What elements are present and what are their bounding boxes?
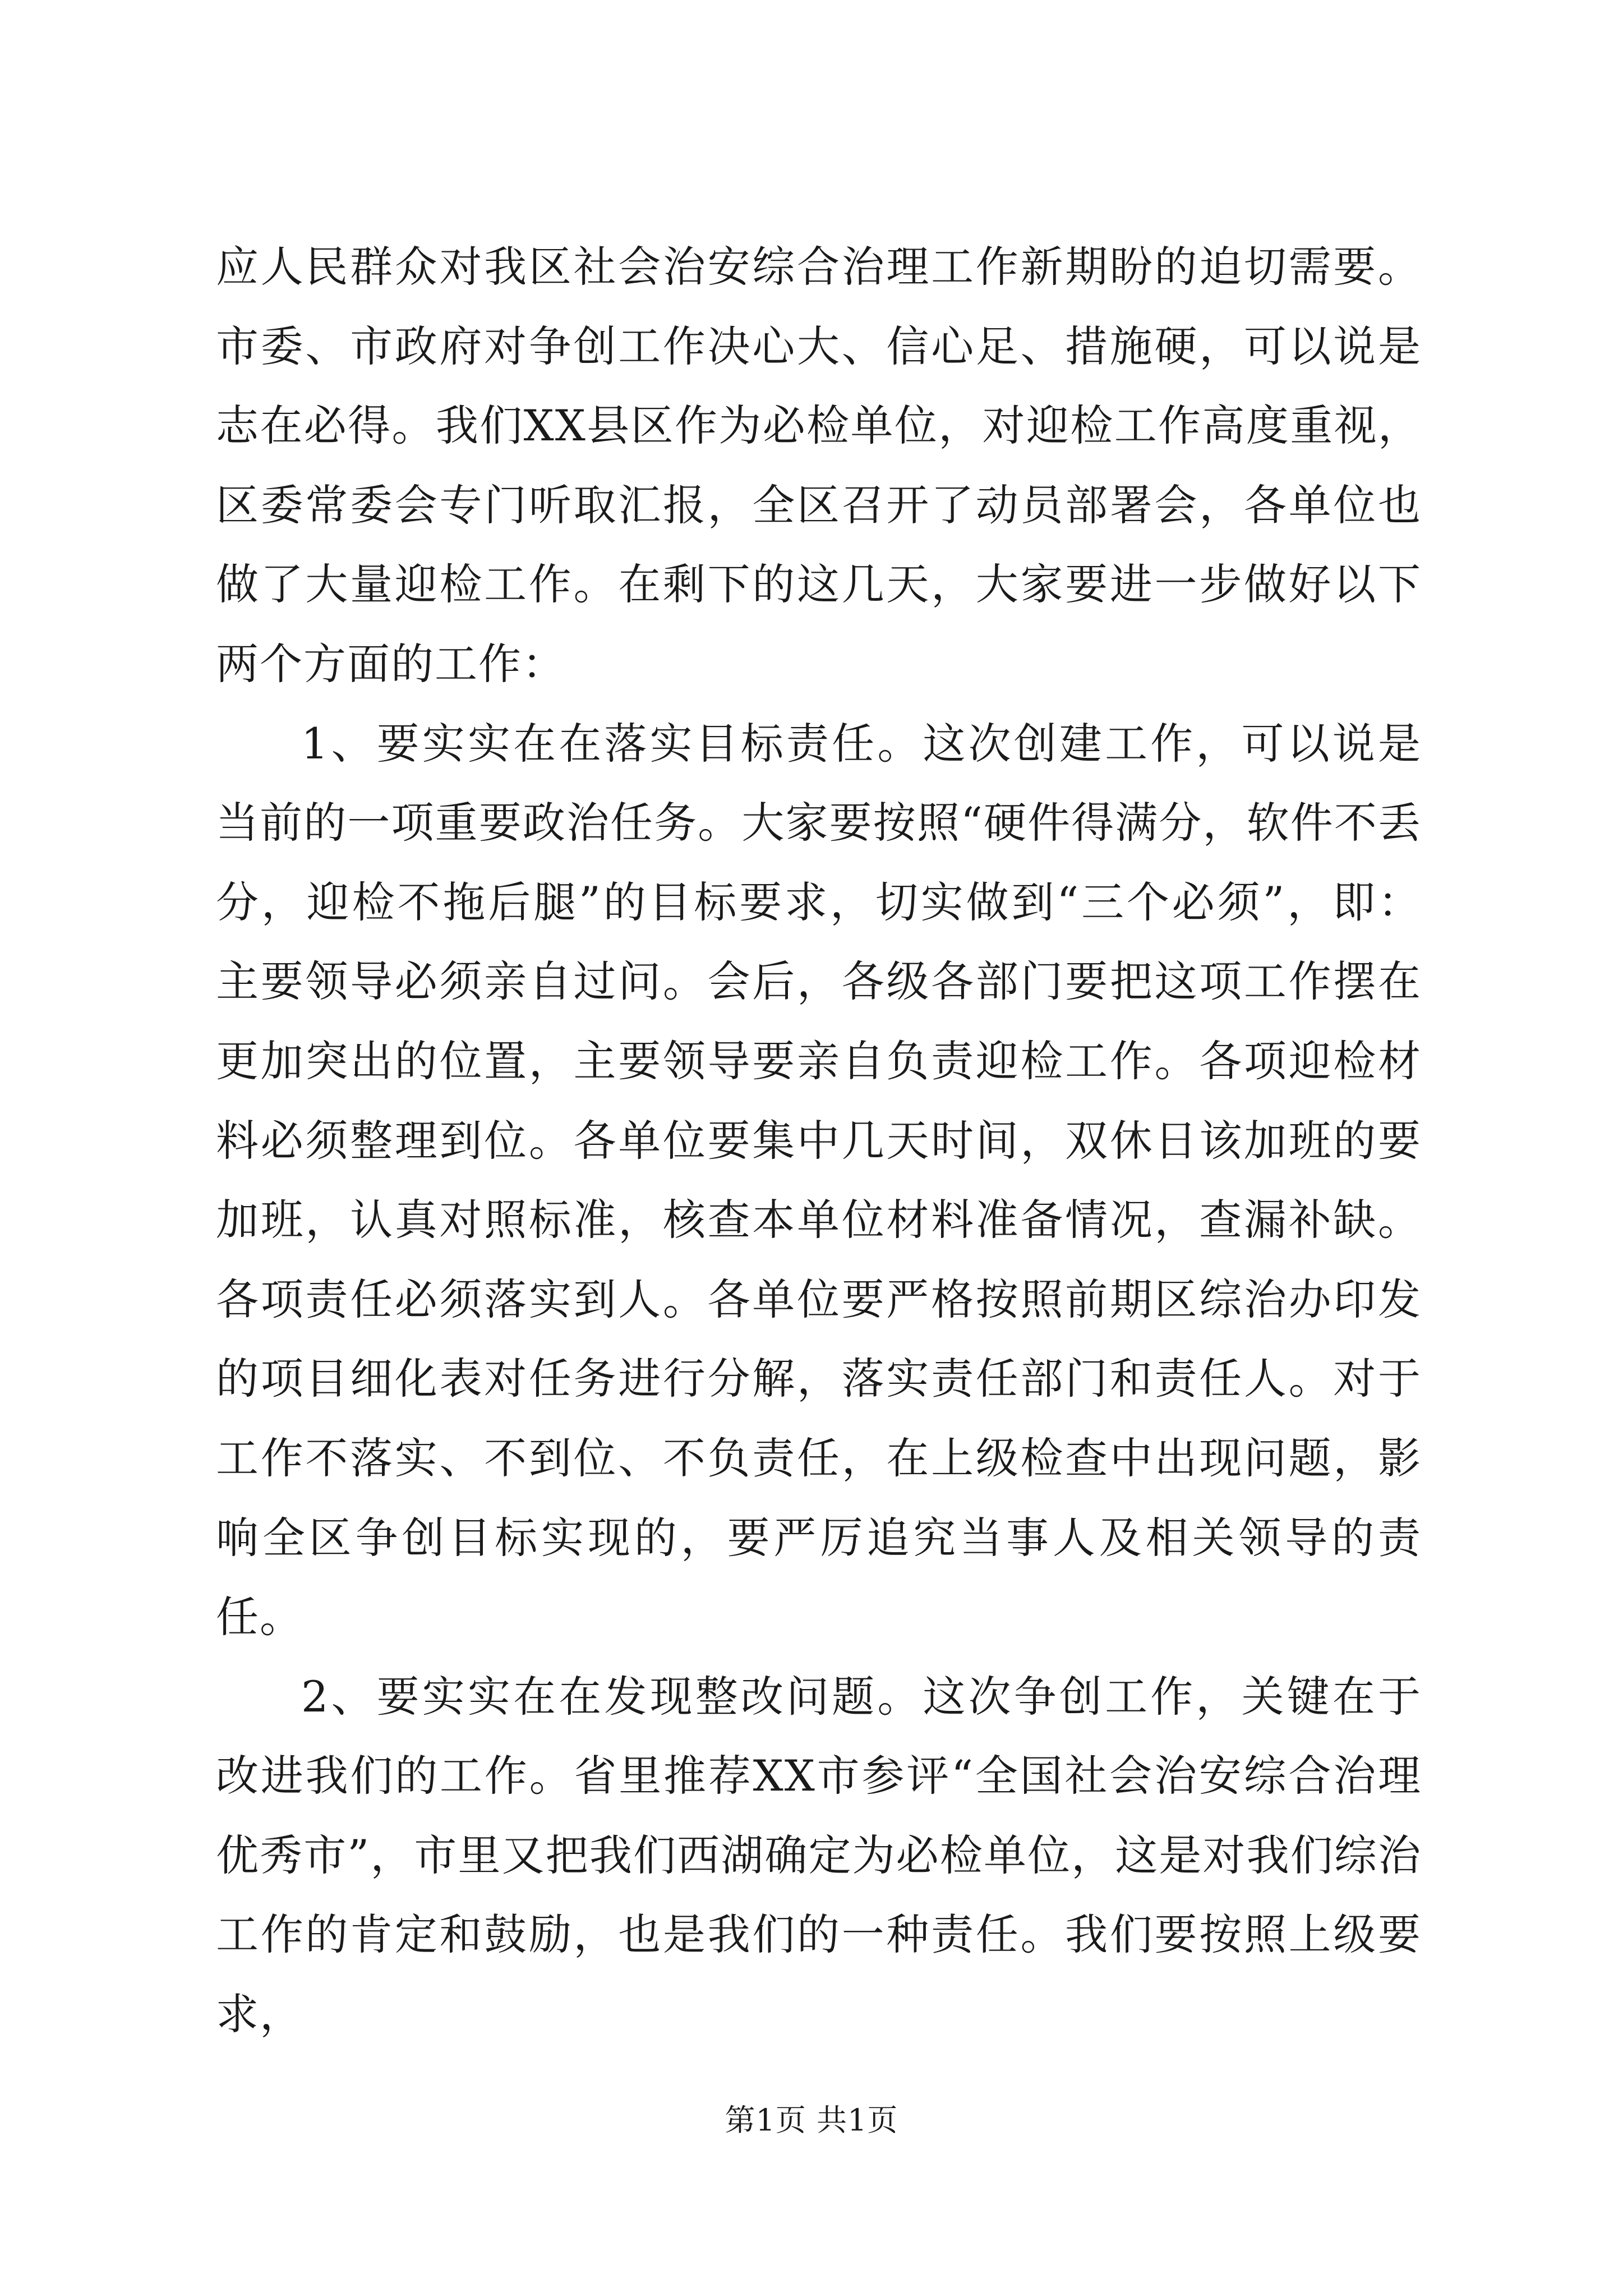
document-body <box>216 227 1422 2054</box>
page-footer: 第1页 共1页 <box>725 2102 898 2138</box>
paragraph-1: 应人民群众对我区社会治安综合治理工作新期盼的迫切需要。市委、市政府对争创工作决心大、信心足、措施硬，可以说是志在必得。我们XX县区作为必检单位，对迎检工作高度重视，区委常委会专门听取汇报，全区召开了动员部署会，各单位也做了大量迎检工作。在剩下的这几天，大家要进一步做好以下两个方面的工作： <box>216 242 1422 689</box>
paragraph-2: 1、要实实在在落实目标责任。这次创建工作，可以说是当前的一项重要政治任务。大家要按照“硬件得满分，软件不丢分，迎检不拖后腿”的目标要求，切实做到“三个必须”，即：主要领导必须亲自过问。会后，各级各部门要把这项工作摆在更加突出的位置，主要领导要亲自负责迎检工作。各项迎检材料必须整理到位。各单位要集中几天时间，双休日该加班的要加班，认真对照标准，核查本单位材料准备情况，查漏补缺。各项责任必须落实到人。各单位要严格按照前期区综治办印发的项目细化表对任务进行分解，落实责任部门和责任人。对于工作不落实、不到位、不负责任，在上级检查中出现问题，影响全区争创目标实现的，要严厉追究当事人及相关领导的责任。 <box>216 718 1422 1642</box>
paragraph-3: 2、要实实在在发现整改问题。这次争创工作，关键在于改进我们的工作。省里推荐XX市参评“全国社会治安综合治理优秀市”，市里又把我们西湖确定为必检单位，这是对我们综治工作的肯定和鼓励，也是我们的一种责任。我们要按照上级要求， <box>216 1671 1422 2040</box>
